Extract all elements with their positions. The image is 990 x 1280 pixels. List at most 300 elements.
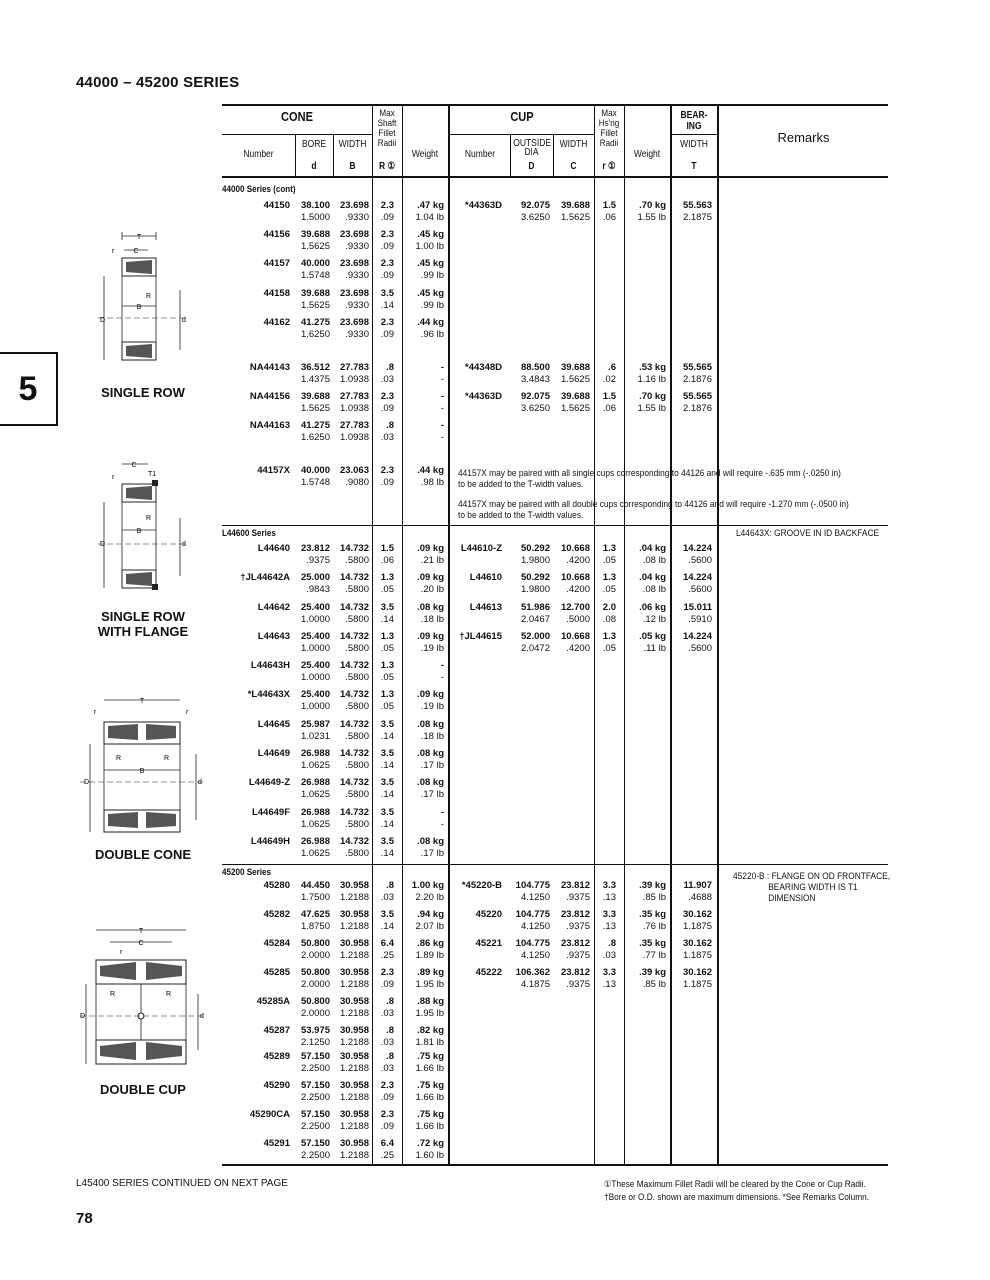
- cell-cwt-imperial: .11 lb: [643, 643, 666, 654]
- header-outside-dia: OUTSIDE DIA: [513, 138, 552, 158]
- cell-T-imperial: 1.1875: [682, 950, 712, 961]
- cell-R-imperial: .09: [380, 979, 394, 990]
- cell-cone: [222, 909, 290, 921]
- cell-width-metric: 23.698: [339, 288, 369, 299]
- cell-wt-metric: .09 kg: [417, 689, 444, 700]
- cell-cone-value: L44649H: [250, 836, 290, 847]
- cell-r-imperial: .05: [602, 643, 616, 654]
- cell-wt: [402, 1109, 444, 1133]
- cell-R-imperial: .14: [380, 848, 394, 859]
- cell-width: [334, 465, 369, 489]
- cell-width: [334, 1138, 369, 1162]
- cell-width-metric: 30.958: [339, 938, 369, 949]
- cell-bore-imperial: 2.2500: [300, 1150, 330, 1161]
- cell-bore: [296, 777, 330, 801]
- cell-cone-value: L44649: [257, 748, 290, 759]
- cell-R-metric: .8: [386, 880, 394, 891]
- cell-bore: [296, 689, 330, 713]
- cell-R-metric: 2.3: [380, 1109, 394, 1120]
- cell-bore-metric: 23.812: [300, 543, 330, 554]
- double-cup-bearing-diagram: [76, 924, 210, 1072]
- cell-wt-imperial: 1.00 lb: [415, 241, 444, 252]
- cell-cone: [222, 572, 290, 584]
- cell-bore-metric: 38.100: [300, 200, 330, 211]
- cell-R-imperial: .09: [380, 1121, 394, 1132]
- cell-cup-value: 45221: [475, 938, 502, 949]
- cell-bore-imperial: 1.0231: [300, 731, 330, 742]
- cell-T-metric: 30.162: [682, 938, 712, 949]
- cell-wt: [402, 572, 444, 596]
- cell-wt: [402, 996, 444, 1020]
- cell-bore-metric: 25.400: [300, 660, 330, 671]
- cell-cone: [222, 1080, 290, 1092]
- table-row: [222, 602, 718, 628]
- cell-od: [510, 200, 550, 224]
- cell-width-imperial: 1.2188: [339, 950, 369, 961]
- header-max-shaft: Max Shaft Fillet Radii: [377, 108, 397, 149]
- cell-width-imperial: 1.2188: [339, 1150, 369, 1161]
- cell-R-metric: .8: [386, 1051, 394, 1062]
- cell-width-imperial: .9080: [345, 477, 369, 488]
- cell-width-metric: 14.732: [339, 807, 369, 818]
- diagram-label-single-row: SINGLE ROW: [101, 385, 185, 400]
- cell-bore-imperial: 1.0000: [300, 614, 330, 625]
- table-row: [222, 880, 718, 906]
- cell-od: [510, 909, 550, 933]
- table-row: [222, 572, 718, 598]
- cell-cone: [222, 317, 290, 329]
- cell-bore-imperial: 1.7500: [300, 892, 330, 903]
- cell-width-imperial: 1.2188: [339, 1008, 369, 1019]
- cell-wt-metric: 1.00 kg: [411, 880, 444, 891]
- cell-width: [334, 1051, 369, 1075]
- cell-width-imperial: 1.2188: [339, 921, 369, 932]
- cell-R-imperial: .03: [380, 1037, 394, 1048]
- cell-cone: [222, 1109, 290, 1121]
- cell-cone-value: 44158: [263, 288, 290, 299]
- cell-cwt-metric: .70 kg: [639, 391, 666, 402]
- cell-wt: [402, 602, 444, 626]
- svg-text:d: d: [198, 779, 202, 786]
- cell-wt: [402, 1025, 444, 1049]
- cell-cone: [222, 1051, 290, 1063]
- cell-cone-value: *L44643X: [247, 689, 290, 700]
- cell-R-imperial: .03: [380, 1063, 394, 1074]
- cell-bore-metric: 57.150: [300, 1138, 330, 1149]
- cell-wt-metric: .44 kg: [417, 317, 444, 328]
- cell-cone: [222, 602, 290, 614]
- cell-od: [510, 967, 550, 991]
- cell-wt-imperial: .20 lb: [420, 584, 444, 595]
- cell-cwt: [624, 909, 666, 933]
- cell-width-imperial: .9330: [345, 270, 369, 281]
- cell-cw-metric: 23.812: [560, 880, 590, 891]
- cell-R: [372, 317, 394, 341]
- cell-r: [594, 362, 616, 386]
- diagram-label-single-row-flange-text: SINGLE ROW WITH FLANGE: [97, 609, 189, 639]
- svg-text:T1: T1: [148, 471, 157, 478]
- cell-width-imperial: .5800: [345, 555, 369, 566]
- footnote-fillet: ①These Maximum Fillet Radii will be cleared by the Cone or Cup Radii.: [604, 1179, 866, 1189]
- cell-R-imperial: .09: [380, 329, 394, 340]
- table-row: [222, 909, 718, 935]
- cell-wt-imperial: -: [440, 403, 444, 414]
- cell-cwt-metric: .53 kg: [639, 362, 666, 373]
- cell-cw-metric: 23.812: [560, 938, 590, 949]
- cell-bore-metric: 39.688: [300, 288, 330, 299]
- cell-cw: [554, 880, 590, 904]
- cell-wt: [402, 1051, 444, 1075]
- note-line: to be added to the T-width values.: [458, 510, 584, 521]
- svg-text:r: r: [112, 248, 115, 255]
- cell-width-metric: 30.958: [339, 1080, 369, 1091]
- cell-width-metric: 30.958: [339, 1109, 369, 1120]
- cell-cup: [450, 362, 502, 374]
- cell-R: [372, 631, 394, 655]
- cell-T: [670, 880, 712, 904]
- cell-T-imperial: .5600: [688, 584, 712, 595]
- cell-od-metric: 50.292: [520, 543, 550, 554]
- cell-od-imperial: 3.6250: [520, 212, 550, 223]
- cell-cup-value: †JL44615: [459, 631, 502, 642]
- cell-R-metric: 1.3: [380, 631, 394, 642]
- cell-cup: [450, 200, 502, 212]
- cell-R-imperial: .14: [380, 614, 394, 625]
- cell-bore: [296, 880, 330, 904]
- cell-bore-metric: 26.988: [300, 777, 330, 788]
- cell-R-metric: 3.5: [380, 909, 394, 920]
- cell-R-metric: 1.3: [380, 572, 394, 583]
- cell-bore: [296, 391, 330, 415]
- cell-T: [670, 602, 712, 626]
- cell-T-metric: 11.907: [683, 880, 712, 891]
- cell-width-metric: 27.783: [339, 420, 369, 431]
- cell-cw-metric: 39.688: [560, 200, 590, 211]
- cell-cwt-imperial: .08 lb: [642, 555, 666, 566]
- cell-cwt-metric: .70 kg: [639, 200, 666, 211]
- table-row: [222, 938, 718, 964]
- remark-line: BEARING WIDTH IS T1: [768, 882, 858, 893]
- col-rule: [510, 134, 511, 176]
- cell-cone: [222, 836, 290, 848]
- cell-cone-value: L44643: [257, 631, 290, 642]
- cell-bore-metric: 53.975: [300, 1025, 330, 1036]
- cell-R-metric: 2.3: [380, 465, 394, 476]
- cell-cwt-metric: .39 kg: [639, 880, 666, 891]
- cell-cone: [222, 748, 290, 760]
- table-row: [222, 1080, 718, 1106]
- cell-cone: [222, 391, 290, 403]
- cell-wt-imperial: .17 lb: [420, 789, 444, 800]
- cell-R-metric: .8: [386, 362, 394, 373]
- cell-R-imperial: .05: [380, 672, 394, 683]
- header-cone-number: Number: [243, 149, 274, 160]
- cell-wt: [402, 719, 444, 743]
- cell-R: [372, 543, 394, 567]
- cell-width-metric: 14.732: [339, 689, 369, 700]
- cell-cwt: [624, 880, 666, 904]
- cell-od-metric: 104.775: [515, 880, 550, 891]
- remark-45220b: [733, 871, 890, 904]
- cell-cw-imperial: .9375: [566, 892, 590, 903]
- cell-bore-metric: 25.400: [300, 631, 330, 642]
- cell-R-imperial: .06: [380, 555, 394, 566]
- cell-wt-metric: -: [440, 420, 444, 431]
- cell-width-imperial: .9330: [345, 241, 369, 252]
- cell-bore-metric: 41.275: [300, 420, 330, 431]
- cup-subheader-rule: [450, 134, 594, 135]
- cell-R: [372, 465, 394, 489]
- cell-R: [372, 200, 394, 224]
- cell-bore: [296, 1109, 330, 1133]
- cell-R-imperial: .14: [380, 789, 394, 800]
- cell-cup: [450, 880, 502, 892]
- cell-r-metric: 3.3: [602, 909, 616, 920]
- header-bearing-width: WIDTH: [680, 139, 708, 150]
- chapter-tab: 5: [0, 352, 58, 426]
- cell-width: [334, 689, 369, 713]
- cell-od-metric: 104.775: [515, 938, 550, 949]
- cell-wt-imperial: .19 lb: [420, 701, 444, 712]
- table-row: [222, 258, 718, 284]
- cell-cone-value: 44150: [263, 200, 290, 211]
- cell-wt-imperial: 1.95 lb: [415, 1008, 444, 1019]
- table-row: [222, 807, 718, 833]
- cell-R-metric: 1.3: [380, 660, 394, 671]
- cell-R-metric: .8: [386, 420, 394, 431]
- header-symbol-C: C: [570, 161, 577, 172]
- cell-cone: [222, 200, 290, 212]
- cell-width-metric: 23.698: [339, 258, 369, 269]
- cell-r: [594, 602, 616, 626]
- cell-cw-imperial: .9375: [566, 921, 590, 932]
- cell-wt-imperial: .99 lb: [420, 270, 444, 281]
- series-title: 44000 – 45200 SERIES: [76, 74, 240, 91]
- cell-wt-metric: .08 kg: [417, 719, 444, 730]
- cell-wt-imperial: .96 lb: [420, 329, 444, 340]
- cell-width-metric: 27.783: [339, 391, 369, 402]
- cell-R: [372, 836, 394, 860]
- section-title-44000: 44000 Series (cont): [222, 184, 296, 195]
- section-title-45200: 45200 Series: [222, 867, 271, 878]
- cell-bore: [296, 543, 330, 567]
- table-row: [222, 836, 718, 862]
- cell-r: [594, 880, 616, 904]
- col-rule: [553, 134, 554, 176]
- cell-bore-imperial: 2.0000: [300, 950, 330, 961]
- cell-cwt-metric: .04 kg: [639, 543, 666, 554]
- cell-bore-metric: 57.150: [300, 1051, 330, 1062]
- cell-wt-metric: .75 kg: [417, 1080, 444, 1091]
- svg-text:R: R: [166, 991, 172, 998]
- cell-bore: [296, 660, 330, 684]
- cell-wt: [402, 967, 444, 991]
- cell-wt-metric: .45 kg: [417, 229, 444, 240]
- cell-R-imperial: .14: [380, 819, 394, 830]
- cell-width-imperial: .5800: [345, 731, 369, 742]
- cell-od: [510, 362, 550, 386]
- cell-cup-value: L44610: [469, 572, 502, 583]
- cell-bore-metric: 26.988: [300, 748, 330, 759]
- cell-bore-imperial: .9843: [306, 584, 330, 595]
- cell-wt-imperial: 1.66 lb: [415, 1121, 444, 1132]
- svg-text:T: T: [138, 928, 144, 935]
- cell-cup-value: *44363D: [465, 391, 502, 402]
- cell-width-imperial: .5800: [345, 614, 369, 625]
- svg-text:R: R: [116, 755, 122, 762]
- cell-cwt: [624, 572, 666, 596]
- table-row: [222, 1025, 718, 1051]
- cell-cone: [222, 465, 290, 477]
- cell-R-metric: 2.3: [380, 317, 394, 328]
- note-line: to be added to the T-width values.: [458, 479, 584, 490]
- cell-wt-metric: -: [440, 660, 444, 671]
- cell-wt-metric: -: [440, 807, 444, 818]
- cell-wt-metric: .75 kg: [417, 1109, 444, 1120]
- cell-R-imperial: .03: [380, 432, 394, 443]
- section-rule-l44600: [222, 525, 888, 526]
- cell-bore-metric: 50.800: [300, 938, 330, 949]
- cell-od-metric: 104.775: [515, 909, 550, 920]
- cell-r-imperial: .03: [602, 950, 616, 961]
- cell-width-metric: 14.732: [339, 543, 369, 554]
- cell-bore-metric: 36.512: [300, 362, 330, 373]
- cell-bore: [296, 1025, 330, 1049]
- header-cup-weight: Weight: [633, 149, 661, 160]
- cell-T: [670, 938, 712, 962]
- cell-R-imperial: .05: [380, 584, 394, 595]
- cell-width-imperial: .5800: [345, 672, 369, 683]
- cell-wt: [402, 631, 444, 655]
- svg-text:R: R: [146, 515, 152, 522]
- section-title-l44600: L44600 Series: [222, 528, 276, 539]
- cell-wt: [402, 880, 444, 904]
- cell-wt-imperial: 1.66 lb: [415, 1092, 444, 1103]
- cell-R-imperial: .09: [380, 270, 394, 281]
- cell-wt-metric: .47 kg: [417, 200, 444, 211]
- cell-cone: [222, 719, 290, 731]
- cell-cwt-metric: .35 kg: [639, 938, 666, 949]
- cell-cw: [554, 572, 590, 596]
- cell-cone-value: L44642: [257, 602, 290, 613]
- cell-cw-metric: 12.700: [560, 602, 590, 613]
- cell-wt: [402, 938, 444, 962]
- cell-width: [334, 938, 369, 962]
- cell-width: [334, 880, 369, 904]
- cell-cwt-imperial: .08 lb: [642, 584, 666, 595]
- cell-bore-imperial: 2.0000: [300, 1008, 330, 1019]
- cell-T-imperial: 2.1876: [682, 374, 712, 385]
- cell-r: [594, 391, 616, 415]
- cell-bore-metric: 25.000: [300, 572, 330, 583]
- cell-cwt-metric: .39 kg: [639, 967, 666, 978]
- cell-r-imperial: .06: [602, 212, 616, 223]
- cell-cone: [222, 938, 290, 950]
- cell-bore: [296, 229, 330, 253]
- cell-bore: [296, 1138, 330, 1162]
- table-row: [222, 288, 718, 314]
- svg-text:R: R: [164, 755, 170, 762]
- cell-width-metric: 14.732: [339, 836, 369, 847]
- cell-bore-imperial: 1.0000: [300, 701, 330, 712]
- table-row: [222, 777, 718, 803]
- cell-width-metric: 14.732: [339, 660, 369, 671]
- cell-cw: [554, 391, 590, 415]
- cell-wt-metric: .08 kg: [417, 748, 444, 759]
- cell-R-imperial: .14: [380, 300, 394, 311]
- cell-wt-imperial: 2.07 lb: [415, 921, 444, 932]
- cell-od-metric: 92.075: [520, 200, 550, 211]
- cell-wt-imperial: .99 lb: [420, 300, 444, 311]
- cell-wt-metric: .94 kg: [417, 909, 444, 920]
- cell-R: [372, 362, 394, 386]
- svg-text:B: B: [136, 528, 142, 535]
- cell-wt-metric: .09 kg: [417, 631, 444, 642]
- cell-cup: [450, 938, 502, 950]
- table-row: [222, 229, 718, 255]
- cell-width: [334, 362, 369, 386]
- cell-bore-metric: 41.275: [300, 317, 330, 328]
- cell-R: [372, 1080, 394, 1104]
- header-symbol-T: T: [691, 161, 697, 172]
- cell-R: [372, 967, 394, 991]
- cell-bore-imperial: 2.1250: [300, 1037, 330, 1048]
- cell-wt-imperial: -: [440, 672, 444, 683]
- cell-bore-imperial: 1.0625: [300, 789, 330, 800]
- svg-text:D: D: [100, 541, 106, 548]
- cell-bore-imperial: 1.6250: [300, 432, 330, 443]
- note-single-cups: [458, 468, 841, 490]
- cell-wt: [402, 689, 444, 713]
- cell-bore: [296, 258, 330, 282]
- cell-T: [670, 200, 712, 224]
- diagram-label-double-cone: DOUBLE CONE: [94, 847, 192, 862]
- cell-cup: [450, 967, 502, 979]
- remark-l44643x: L44643X: GROOVE IN ID BACKFACE: [736, 528, 880, 539]
- cell-cone-value: 45282: [263, 909, 290, 920]
- cell-bore: [296, 317, 330, 341]
- cell-r-metric: 1.3: [602, 572, 616, 583]
- cell-r-metric: 2.0: [602, 602, 616, 613]
- cell-cw-metric: 39.688: [560, 391, 590, 402]
- cell-od-imperial: 1.9800: [520, 584, 550, 595]
- single-row-flange-icon: [96, 458, 190, 604]
- cell-width: [334, 631, 369, 655]
- cell-cup-value: 45222: [475, 967, 502, 978]
- header-symbol-B: B: [349, 161, 356, 172]
- cell-r: [594, 631, 616, 655]
- cell-od-metric: 88.500: [520, 362, 550, 373]
- cell-wt-metric: .88 kg: [417, 996, 444, 1007]
- cell-T-imperial: 2.1875: [682, 212, 712, 223]
- table-row: [222, 689, 718, 715]
- cell-R: [372, 258, 394, 282]
- section-rule-45200: [222, 864, 888, 865]
- cell-width: [334, 836, 369, 860]
- cell-bore-imperial: 1.5000: [300, 212, 330, 223]
- cell-T-imperial: .5910: [688, 614, 712, 625]
- cell-cone-value: L44649F: [251, 807, 290, 818]
- svg-text:T: T: [136, 234, 142, 241]
- cell-bore-imperial: 1.5748: [300, 270, 330, 281]
- diagram-label-double-cup: DOUBLE CUP: [100, 1082, 186, 1097]
- cell-cwt: [624, 200, 666, 224]
- cell-width: [334, 288, 369, 312]
- cell-width: [334, 258, 369, 282]
- cell-T-metric: 14.224: [682, 631, 712, 642]
- cell-R-imperial: .14: [380, 760, 394, 771]
- cell-R-metric: 1.5: [380, 543, 394, 554]
